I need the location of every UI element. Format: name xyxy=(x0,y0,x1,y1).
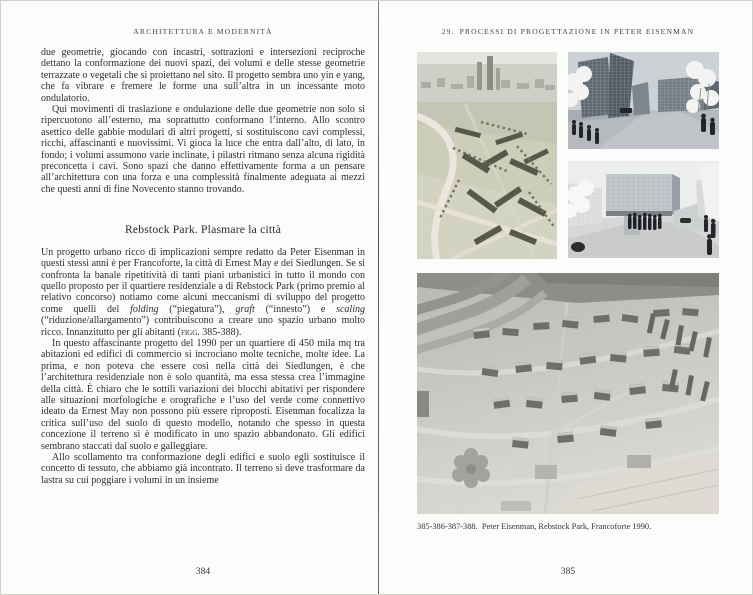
text-run: Qui movimenti di traslazione e ondulazione delle due geometrie non solo si ripercuotono all’esterno, ma soprattutto conformano l’interno. Allo scontro asettico delle gabbie modulari di altri progetti, si sostituiscono cavi complessi, ricchi, affascinanti e nuovissimi. Vi gioca la luce che entra dall’alto, di lato, in fondo; i volumi assumono varie inclinate, i pilastri ritmano senza alcuna rigidità preconcetta i cavi. Sono spazi che danno effettivamente forma a un pensare all’architettura con una forza e una complessità finalmente adeguata ai mezzi che questi anni di fine Novecento stanno trovando. xyxy=(41,104,365,195)
paragraph xyxy=(41,47,365,104)
body-text-column xyxy=(41,47,365,486)
section-heading: Rebstock Park. Plasmare la città xyxy=(124,223,282,237)
figure-387-plaza-rendering xyxy=(568,161,719,258)
text-run: In questo affascinante progetto del 1990 per un quartiere di 450 mila mq tra abitazioni ed edifici di commercio si incrociano molte tecniche, molte idee. La prima, e non poteva che essere così nella città dei Siedlungen, è che l’architettura residenziale non è solo quantità, ma essa stessa crea l’immagine della città. È chiaro che le sottili variazioni dei blocchi abitativi per rispondere alle situazioni morfologiche e orografiche e l’uso del verde come connettivo ideato da Ernest May non possono più essere riproposti. Eisenman focalizza la critica sull’uso del suolo di questo modello, notando che spesso in questa concezione il terreno si è modificato in uno spazio abbandonato. Gli edifici sembrano staccati dal suolo e galleggiare. xyxy=(41,337,365,452)
text-run: (“innesto”) e xyxy=(254,303,337,315)
figure-386-street-rendering xyxy=(568,52,719,149)
right-page xyxy=(379,1,752,594)
italic-term: folding xyxy=(130,303,159,315)
smallcaps-ref: figg. xyxy=(180,326,200,338)
running-head-left: ARCHITETTURA E MODERNITÀ xyxy=(133,27,273,36)
text-run: (“piegatura”), xyxy=(158,303,236,315)
paragraph xyxy=(41,247,365,338)
paragraph xyxy=(41,104,365,195)
italic-term: graft xyxy=(235,303,255,315)
text-run: (“riduzione/allargamento”) contribuiscono a creare uno spazio urbano molto ricco. Innanzitutto per gli abitanti ( xyxy=(41,315,365,338)
figure-caption: 385-386-387-388. Peter Eisenman, Rebstock Park, Francoforte 1990. xyxy=(417,522,652,531)
paragraph xyxy=(41,338,365,452)
figure-388-model-photo xyxy=(417,273,719,514)
text-run: Un progetto urbano ricco di implicazioni sempre redatto da Peter Eisenman in questi stessi anni è per Francoforte, la città di Ernest May e dei Siedlungen. Se si confronta la banale ripetitività di tanti piani urbanistici in tutto il mondo con quello proposto per il quartiere residenziale a di Rebstock Park (primo premio al relativo concorso) notiamo come alcuni meccanismi di sviluppo del progetto come quelli del xyxy=(41,246,365,315)
paragraph xyxy=(41,452,365,486)
text-run: Allo scollamento tra conformazione degli edifici e suolo egli sostituisce il concetto di tessuto, che abbiamo già incontrato. Il terreno si deve trasformare da lastra su cui poggiare i volumi in un insieme xyxy=(41,452,365,486)
left-page xyxy=(1,1,378,594)
italic-term: scaling xyxy=(336,303,365,315)
page-number-left: 384 xyxy=(195,566,211,577)
figure-385-aerial-rendering xyxy=(417,52,557,259)
text-run: 385-388). xyxy=(199,326,242,338)
running-head-right: 29. PROCESSI DI PROGETTAZIONE IN PETER EISENMAN xyxy=(441,27,695,36)
page-number-right: 385 xyxy=(560,566,576,577)
text-run: due geometrie, giocando con incastri, sottrazioni e intersezioni reciproche dettano la conformazione dei nuovi spazi, dei volumi e delle stesse geometrie terrazzate o vegetali che si proiettano nel sito. Il progetto sembra uno yin e yang, che fa vibrare e fremere le forme una sull’altra in un incessante moto ondulatorio. xyxy=(41,47,365,104)
